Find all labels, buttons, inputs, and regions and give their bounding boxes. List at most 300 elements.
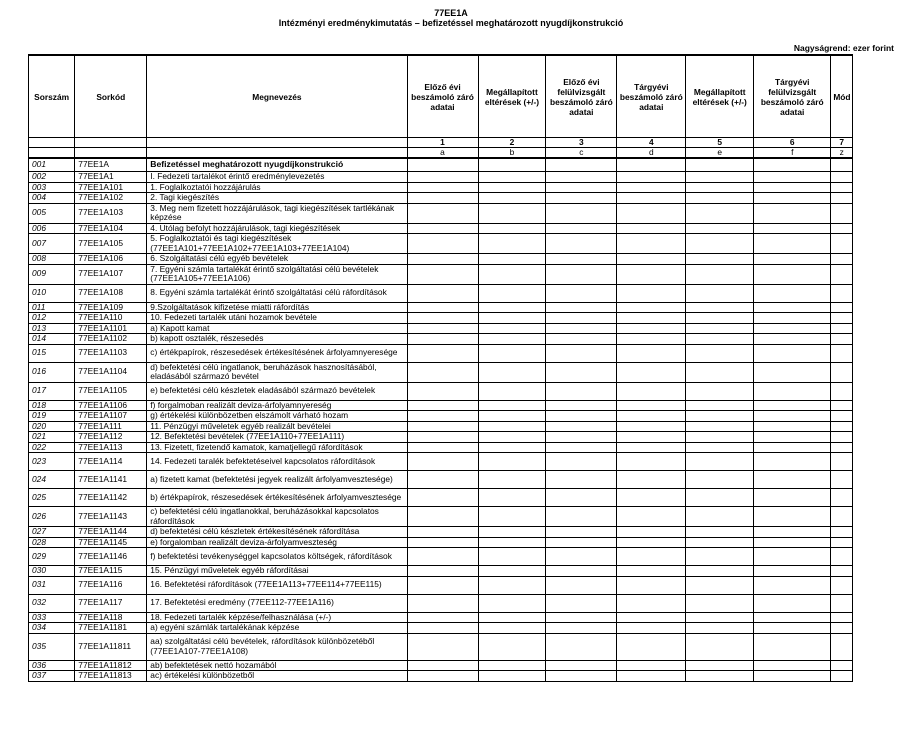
- value-cell[interactable]: [617, 302, 686, 313]
- value-cell[interactable]: [686, 382, 754, 400]
- value-cell[interactable]: [407, 633, 478, 660]
- value-cell[interactable]: [686, 254, 754, 265]
- value-cell[interactable]: [617, 234, 686, 254]
- value-cell[interactable]: [617, 623, 686, 634]
- value-cell[interactable]: [546, 334, 617, 345]
- value-cell[interactable]: [478, 264, 546, 284]
- value-cell[interactable]: [831, 442, 853, 453]
- row-number: 037: [29, 671, 75, 682]
- value-cell[interactable]: [831, 660, 853, 671]
- value-cell[interactable]: [478, 623, 546, 634]
- value-cell[interactable]: [546, 471, 617, 489]
- row-name: f) forgalmoban realizált deviza-árfolyamnyereség: [147, 400, 407, 411]
- value-cell[interactable]: [617, 671, 686, 682]
- value-cell[interactable]: [686, 362, 754, 382]
- value-cell[interactable]: [686, 313, 754, 324]
- value-cell[interactable]: [478, 323, 546, 334]
- value-cell[interactable]: [686, 158, 754, 172]
- value-cell[interactable]: [407, 411, 478, 422]
- value-cell[interactable]: [754, 471, 831, 489]
- row-name: 1. Foglalkoztatói hozzájárulás: [147, 182, 407, 193]
- value-cell[interactable]: [754, 421, 831, 432]
- value-cell[interactable]: [546, 421, 617, 432]
- value-cell[interactable]: [754, 453, 831, 471]
- value-cell[interactable]: [478, 660, 546, 671]
- value-cell[interactable]: [407, 158, 478, 172]
- value-cell[interactable]: [831, 264, 853, 284]
- value-cell[interactable]: [754, 594, 831, 612]
- value-cell[interactable]: [478, 594, 546, 612]
- value-cell[interactable]: [831, 284, 853, 302]
- value-cell[interactable]: [617, 411, 686, 422]
- value-cell[interactable]: [478, 671, 546, 682]
- table-row: [29, 158, 853, 172]
- value-cell[interactable]: [546, 223, 617, 234]
- header-curr-audited: Tárgyévi felülvizsgált beszámoló záró adatai: [754, 55, 831, 138]
- value-cell[interactable]: [478, 344, 546, 362]
- row-name: 16. Befektetési ráfordítások (77EE1A113+77EE114+77EE115): [147, 576, 407, 594]
- value-cell[interactable]: [686, 660, 754, 671]
- value-cell[interactable]: [478, 527, 546, 538]
- row-name: a) egyéni számlák tartalékának képzése: [147, 623, 407, 634]
- value-cell[interactable]: [617, 172, 686, 183]
- row-code: 77EE1A113: [75, 442, 147, 453]
- value-cell[interactable]: [617, 362, 686, 382]
- column-number: 1: [407, 138, 478, 148]
- value-cell[interactable]: [831, 566, 853, 577]
- row-number: 018: [29, 400, 75, 411]
- value-cell[interactable]: [686, 302, 754, 313]
- value-cell[interactable]: [831, 671, 853, 682]
- row-name: ab) befektetések nettó hozamából: [147, 660, 407, 671]
- value-cell[interactable]: [546, 527, 617, 538]
- value-cell[interactable]: [407, 172, 478, 183]
- value-cell[interactable]: [686, 203, 754, 223]
- value-cell[interactable]: [686, 594, 754, 612]
- value-cell[interactable]: [686, 576, 754, 594]
- row-name: 18. Fedezeti tartalék képzése/felhasználása (+/-): [147, 612, 407, 623]
- value-cell[interactable]: [686, 442, 754, 453]
- value-cell[interactable]: [407, 203, 478, 223]
- value-cell[interactable]: [478, 362, 546, 382]
- value-cell[interactable]: [407, 284, 478, 302]
- value-cell[interactable]: [478, 411, 546, 422]
- value-cell[interactable]: [831, 576, 853, 594]
- value-cell[interactable]: [407, 400, 478, 411]
- value-cell[interactable]: [617, 223, 686, 234]
- value-cell[interactable]: [754, 382, 831, 400]
- value-cell[interactable]: [754, 612, 831, 623]
- value-cell[interactable]: [407, 234, 478, 254]
- value-cell[interactable]: [754, 432, 831, 443]
- value-cell[interactable]: [546, 264, 617, 284]
- value-cell[interactable]: [546, 537, 617, 548]
- value-cell[interactable]: [617, 507, 686, 527]
- value-cell[interactable]: [754, 203, 831, 223]
- value-cell[interactable]: [546, 323, 617, 334]
- value-cell[interactable]: [617, 489, 686, 507]
- row-number: 035: [29, 633, 75, 660]
- value-cell[interactable]: [754, 254, 831, 265]
- value-cell[interactable]: [478, 566, 546, 577]
- value-cell[interactable]: [686, 234, 754, 254]
- value-cell[interactable]: [546, 671, 617, 682]
- value-cell[interactable]: [407, 671, 478, 682]
- value-cell[interactable]: [754, 362, 831, 382]
- value-cell[interactable]: [478, 507, 546, 527]
- value-cell[interactable]: [617, 382, 686, 400]
- value-cell[interactable]: [546, 660, 617, 671]
- value-cell[interactable]: [478, 453, 546, 471]
- value-cell[interactable]: [407, 334, 478, 345]
- row-name: a) Kapott kamat: [147, 323, 407, 334]
- value-cell[interactable]: [754, 182, 831, 193]
- value-cell[interactable]: [831, 172, 853, 183]
- value-cell[interactable]: [407, 527, 478, 538]
- value-cell[interactable]: [407, 548, 478, 566]
- table-row: [29, 302, 853, 313]
- value-cell[interactable]: [546, 193, 617, 204]
- value-cell[interactable]: [686, 182, 754, 193]
- value-cell[interactable]: [831, 633, 853, 660]
- row-name: 13. Fizetett, fizetendő kamatok, kamatjellegű ráfordítások: [147, 442, 407, 453]
- value-cell[interactable]: [546, 548, 617, 566]
- table-row: [29, 489, 853, 507]
- value-cell[interactable]: [831, 323, 853, 334]
- value-cell[interactable]: [407, 421, 478, 432]
- value-cell[interactable]: [831, 203, 853, 223]
- value-cell[interactable]: [686, 623, 754, 634]
- value-cell[interactable]: [546, 453, 617, 471]
- row-code: 77EE1A1143: [75, 507, 147, 527]
- value-cell[interactable]: [546, 566, 617, 577]
- value-cell[interactable]: [546, 182, 617, 193]
- unit-note: Nagyságrend: ezer forint: [793, 43, 894, 53]
- value-cell[interactable]: [407, 254, 478, 265]
- value-cell[interactable]: [617, 453, 686, 471]
- value-cell[interactable]: [478, 284, 546, 302]
- value-cell[interactable]: [686, 471, 754, 489]
- value-cell[interactable]: [617, 576, 686, 594]
- table-row: [29, 411, 853, 422]
- value-cell[interactable]: [478, 334, 546, 345]
- value-cell[interactable]: [407, 323, 478, 334]
- value-cell[interactable]: [617, 421, 686, 432]
- value-cell[interactable]: [546, 489, 617, 507]
- value-cell[interactable]: [546, 411, 617, 422]
- value-cell[interactable]: [831, 421, 853, 432]
- value-cell[interactable]: [686, 323, 754, 334]
- value-cell[interactable]: [686, 633, 754, 660]
- value-cell[interactable]: [478, 400, 546, 411]
- value-cell[interactable]: [617, 323, 686, 334]
- row-code: 77EE1A11813: [75, 671, 147, 682]
- header-sorkod: Sorkód: [75, 55, 147, 138]
- value-cell[interactable]: [617, 158, 686, 172]
- value-cell[interactable]: [754, 344, 831, 362]
- row-number: 007: [29, 234, 75, 254]
- value-cell[interactable]: [686, 453, 754, 471]
- value-cell[interactable]: [478, 489, 546, 507]
- row-number: 029: [29, 548, 75, 566]
- value-cell[interactable]: [831, 158, 853, 172]
- value-cell[interactable]: [478, 158, 546, 172]
- value-cell[interactable]: [478, 203, 546, 223]
- value-cell[interactable]: [831, 432, 853, 443]
- value-cell[interactable]: [617, 313, 686, 324]
- value-cell[interactable]: [754, 334, 831, 345]
- value-cell[interactable]: [617, 548, 686, 566]
- value-cell[interactable]: [407, 612, 478, 623]
- value-cell[interactable]: [478, 172, 546, 183]
- value-cell[interactable]: [754, 302, 831, 313]
- value-cell[interactable]: [407, 471, 478, 489]
- value-cell[interactable]: [407, 432, 478, 443]
- value-cell[interactable]: [617, 527, 686, 538]
- value-cell[interactable]: [831, 254, 853, 265]
- value-cell[interactable]: [831, 453, 853, 471]
- value-cell[interactable]: [686, 223, 754, 234]
- row-name: c) befektetési célú ingatlanokkal, beruházásokkal kapcsolatos ráfordítások: [147, 507, 407, 527]
- value-cell[interactable]: [546, 612, 617, 623]
- value-cell[interactable]: [478, 254, 546, 265]
- value-cell[interactable]: [546, 313, 617, 324]
- value-cell[interactable]: [617, 660, 686, 671]
- value-cell[interactable]: [754, 566, 831, 577]
- value-cell[interactable]: [754, 158, 831, 172]
- value-cell[interactable]: [407, 489, 478, 507]
- value-cell[interactable]: [407, 313, 478, 324]
- value-cell[interactable]: [686, 612, 754, 623]
- value-cell[interactable]: [754, 623, 831, 634]
- value-cell[interactable]: [546, 507, 617, 527]
- value-cell[interactable]: [686, 172, 754, 183]
- value-cell[interactable]: [754, 323, 831, 334]
- row-number: 023: [29, 453, 75, 471]
- value-cell[interactable]: [754, 313, 831, 324]
- value-cell[interactable]: [407, 302, 478, 313]
- value-cell[interactable]: [546, 362, 617, 382]
- table-row: [29, 362, 853, 382]
- value-cell[interactable]: [407, 442, 478, 453]
- value-cell[interactable]: [617, 612, 686, 623]
- value-cell[interactable]: [546, 442, 617, 453]
- value-cell[interactable]: [617, 284, 686, 302]
- value-cell[interactable]: [546, 172, 617, 183]
- value-cell[interactable]: [754, 548, 831, 566]
- value-cell[interactable]: [407, 362, 478, 382]
- value-cell[interactable]: [831, 537, 853, 548]
- value-cell[interactable]: [617, 566, 686, 577]
- value-cell[interactable]: [686, 671, 754, 682]
- value-cell[interactable]: [754, 193, 831, 204]
- value-cell[interactable]: [546, 234, 617, 254]
- value-cell[interactable]: [754, 223, 831, 234]
- value-cell[interactable]: [831, 362, 853, 382]
- header-curr-diff: Megállapított eltérések (+/-): [686, 55, 754, 138]
- value-cell[interactable]: [686, 284, 754, 302]
- value-cell[interactable]: [831, 489, 853, 507]
- value-cell[interactable]: [407, 344, 478, 362]
- value-cell[interactable]: [478, 612, 546, 623]
- value-cell[interactable]: [407, 537, 478, 548]
- value-cell[interactable]: [617, 442, 686, 453]
- value-cell[interactable]: [617, 594, 686, 612]
- value-cell[interactable]: [546, 576, 617, 594]
- value-cell[interactable]: [546, 400, 617, 411]
- value-cell[interactable]: [478, 633, 546, 660]
- value-cell[interactable]: [686, 548, 754, 566]
- value-cell[interactable]: [407, 623, 478, 634]
- value-cell[interactable]: [831, 344, 853, 362]
- value-cell[interactable]: [686, 489, 754, 507]
- value-cell[interactable]: [617, 471, 686, 489]
- value-cell[interactable]: [407, 223, 478, 234]
- header-curr-closing: Tárgyévi beszámoló záró adatai: [617, 55, 686, 138]
- value-cell[interactable]: [831, 182, 853, 193]
- value-cell[interactable]: [754, 537, 831, 548]
- value-cell[interactable]: [617, 264, 686, 284]
- value-cell[interactable]: [831, 193, 853, 204]
- value-cell[interactable]: [831, 382, 853, 400]
- value-cell[interactable]: [686, 334, 754, 345]
- value-cell[interactable]: [754, 264, 831, 284]
- column-letter: z: [831, 148, 853, 159]
- value-cell[interactable]: [407, 453, 478, 471]
- value-cell[interactable]: [831, 302, 853, 313]
- value-cell[interactable]: [546, 432, 617, 443]
- table-row: [29, 507, 853, 527]
- table-row: [29, 594, 853, 612]
- value-cell[interactable]: [754, 671, 831, 682]
- value-cell[interactable]: [754, 527, 831, 538]
- value-cell[interactable]: [478, 182, 546, 193]
- value-cell[interactable]: [831, 234, 853, 254]
- value-cell[interactable]: [407, 660, 478, 671]
- table-row: [29, 548, 853, 566]
- value-cell[interactable]: [754, 284, 831, 302]
- value-cell[interactable]: [686, 527, 754, 538]
- value-cell[interactable]: [831, 400, 853, 411]
- value-cell[interactable]: [831, 594, 853, 612]
- value-cell[interactable]: [617, 193, 686, 204]
- value-cell[interactable]: [754, 489, 831, 507]
- value-cell[interactable]: [686, 507, 754, 527]
- value-cell[interactable]: [686, 193, 754, 204]
- value-cell[interactable]: [478, 421, 546, 432]
- value-cell[interactable]: [686, 344, 754, 362]
- value-cell[interactable]: [754, 633, 831, 660]
- column-letter: f: [754, 148, 831, 159]
- value-cell[interactable]: [754, 660, 831, 671]
- value-cell[interactable]: [546, 623, 617, 634]
- value-cell[interactable]: [831, 548, 853, 566]
- value-cell[interactable]: [407, 193, 478, 204]
- table-row: [29, 432, 853, 443]
- value-cell[interactable]: [754, 234, 831, 254]
- value-cell[interactable]: [407, 382, 478, 400]
- value-cell[interactable]: [617, 633, 686, 660]
- value-cell[interactable]: [754, 400, 831, 411]
- value-cell[interactable]: [754, 442, 831, 453]
- value-cell[interactable]: [478, 432, 546, 443]
- value-cell[interactable]: [754, 172, 831, 183]
- value-cell[interactable]: [754, 411, 831, 422]
- value-cell[interactable]: [831, 623, 853, 634]
- value-cell[interactable]: [478, 471, 546, 489]
- row-code: 77EE1A108: [75, 284, 147, 302]
- value-cell[interactable]: [478, 193, 546, 204]
- value-cell[interactable]: [546, 158, 617, 172]
- row-name: b) kapott osztalék, részesedés: [147, 334, 407, 345]
- value-cell[interactable]: [831, 313, 853, 324]
- value-cell[interactable]: [754, 576, 831, 594]
- value-cell[interactable]: [478, 548, 546, 566]
- value-cell[interactable]: [686, 411, 754, 422]
- value-cell[interactable]: [546, 344, 617, 362]
- value-cell[interactable]: [686, 432, 754, 443]
- value-cell[interactable]: [617, 334, 686, 345]
- value-cell[interactable]: [478, 537, 546, 548]
- value-cell[interactable]: [831, 527, 853, 538]
- value-cell[interactable]: [407, 594, 478, 612]
- row-code: 77EE1A11812: [75, 660, 147, 671]
- value-cell[interactable]: [407, 507, 478, 527]
- value-cell[interactable]: [546, 382, 617, 400]
- value-cell[interactable]: [617, 537, 686, 548]
- value-cell[interactable]: [546, 594, 617, 612]
- value-cell[interactable]: [686, 537, 754, 548]
- header-mod: Mód: [831, 55, 853, 138]
- value-cell[interactable]: [831, 334, 853, 345]
- value-cell[interactable]: [617, 254, 686, 265]
- value-cell[interactable]: [478, 382, 546, 400]
- value-cell[interactable]: [617, 432, 686, 443]
- value-cell[interactable]: [686, 264, 754, 284]
- value-cell[interactable]: [617, 400, 686, 411]
- value-cell[interactable]: [831, 507, 853, 527]
- value-cell[interactable]: [546, 254, 617, 265]
- value-cell[interactable]: [546, 203, 617, 223]
- value-cell[interactable]: [686, 400, 754, 411]
- row-number: 033: [29, 612, 75, 623]
- value-cell[interactable]: [478, 442, 546, 453]
- value-cell[interactable]: [617, 203, 686, 223]
- value-cell[interactable]: [546, 302, 617, 313]
- value-cell[interactable]: [754, 507, 831, 527]
- value-cell[interactable]: [407, 566, 478, 577]
- value-cell[interactable]: [831, 471, 853, 489]
- value-cell[interactable]: [407, 576, 478, 594]
- value-cell[interactable]: [617, 344, 686, 362]
- value-cell[interactable]: [478, 223, 546, 234]
- value-cell[interactable]: [686, 566, 754, 577]
- value-cell[interactable]: [407, 182, 478, 193]
- value-cell[interactable]: [546, 633, 617, 660]
- value-cell[interactable]: [546, 284, 617, 302]
- value-cell[interactable]: [617, 182, 686, 193]
- value-cell[interactable]: [478, 313, 546, 324]
- row-number: 003: [29, 182, 75, 193]
- value-cell[interactable]: [478, 302, 546, 313]
- value-cell[interactable]: [686, 421, 754, 432]
- value-cell[interactable]: [478, 234, 546, 254]
- value-cell[interactable]: [478, 576, 546, 594]
- value-cell[interactable]: [407, 264, 478, 284]
- value-cell[interactable]: [831, 223, 853, 234]
- value-cell[interactable]: [831, 411, 853, 422]
- value-cell[interactable]: [831, 612, 853, 623]
